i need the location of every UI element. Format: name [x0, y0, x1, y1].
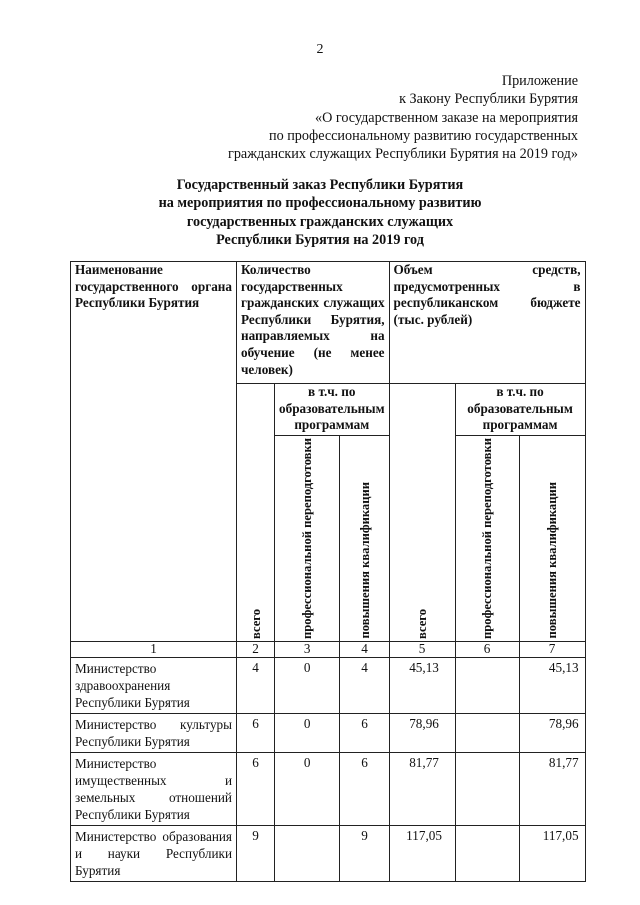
row-count-qualification: 9 — [340, 825, 389, 881]
row-count-retraining: 0 — [275, 713, 340, 752]
header-count-total — [237, 384, 275, 642]
title-line: государственных гражданских служащих — [186, 213, 454, 230]
header-funds-qualification-label: повышения квалификации — [545, 482, 560, 639]
row-organ-name: Министерство здравоохранения Республики Бурятия — [71, 657, 237, 713]
state-order-table — [70, 261, 586, 882]
column-number: 3 — [275, 641, 340, 657]
row-funds-retraining — [455, 657, 519, 713]
page-number: 2 — [316, 42, 324, 57]
row-funds-retraining — [455, 752, 519, 825]
table-row — [71, 752, 586, 825]
column-number: 6 — [455, 641, 519, 657]
appendix-line: Приложение — [501, 73, 578, 89]
document-title — [0, 176, 640, 249]
header-count-qualification — [340, 436, 389, 642]
row-count-retraining: 0 — [275, 752, 340, 825]
header-count-retraining-label: профессиональной переподготовки — [300, 438, 315, 639]
row-funds-retraining — [455, 825, 519, 881]
appendix-block — [228, 72, 578, 163]
title-line: Республики Бурятия на 2019 год — [216, 231, 424, 248]
header-funds-retraining — [455, 436, 519, 642]
table-row — [71, 657, 586, 713]
title-line: на мероприятия по профессиональному развитию — [158, 195, 482, 212]
row-count-qualification: 6 — [340, 752, 389, 825]
row-count-qualification: 4 — [340, 657, 389, 713]
column-number: 1 — [71, 641, 237, 657]
row-funds-qualification: 78,96 — [519, 713, 585, 752]
header-funds-retraining-label: профессиональной переподготовки — [480, 438, 495, 639]
row-count-total: 4 — [237, 657, 275, 713]
row-funds-qualification: 45,13 — [519, 657, 585, 713]
row-funds-total: 45,13 — [389, 657, 455, 713]
title-line: Государственный заказ Республики Бурятия — [176, 177, 464, 193]
column-number: 5 — [389, 641, 455, 657]
row-organ-name: Министерство образования и науки Республики Бурятия — [71, 825, 237, 881]
row-funds-total: 78,96 — [389, 713, 455, 752]
header-funds-total — [389, 384, 455, 642]
row-organ-name: Министерство имущественных и земельных отношений Республики Бурятия — [71, 752, 237, 825]
row-count-total: 9 — [237, 825, 275, 881]
column-number: 7 — [519, 641, 585, 657]
header-count-retraining — [275, 436, 340, 642]
table-row — [71, 713, 586, 752]
row-count-retraining — [275, 825, 340, 881]
row-funds-total: 81,77 — [389, 752, 455, 825]
row-funds-qualification: 117,05 — [519, 825, 585, 881]
header-count-total-label: всего — [248, 608, 263, 639]
column-number: 2 — [237, 641, 275, 657]
header-organ: Наименование государственного органа Республики Бурятия — [71, 262, 237, 642]
row-count-retraining: 0 — [275, 657, 340, 713]
row-count-total: 6 — [237, 752, 275, 825]
column-number: 4 — [340, 641, 389, 657]
appendix-line: к Закону Республики Бурятия — [399, 91, 578, 108]
row-organ-name: Министерство культуры Республики Бурятия — [71, 713, 237, 752]
row-funds-total: 117,05 — [389, 825, 455, 881]
appendix-line: «О государственном заказе на мероприятия — [314, 109, 578, 126]
header-funds-incl: в т.ч. по образовательным программам — [455, 384, 585, 436]
header-funds-total-label: всего — [415, 608, 430, 639]
header-funds-qualification — [519, 436, 585, 642]
row-funds-retraining — [455, 713, 519, 752]
row-count-qualification: 6 — [340, 713, 389, 752]
row-count-total: 6 — [237, 713, 275, 752]
appendix-line: гражданских служащих Республики Бурятия на 2019 год» — [228, 146, 578, 163]
header-count-incl: в т.ч. по образовательным программам — [275, 384, 390, 436]
header-count-qualification-label: повышения квалификации — [357, 482, 372, 639]
appendix-line: по профессиональному развитию государственных — [268, 127, 578, 144]
row-funds-qualification: 81,77 — [519, 752, 585, 825]
header-count: Количество государственных гражданских служащих Республики Бурятия, направляемых на обучение (не менее человек) — [237, 262, 390, 384]
header-funds: Объем средств, предусмотренных в республиканском бюджете (тыс. рублей) — [389, 262, 585, 384]
table-row — [71, 825, 586, 881]
